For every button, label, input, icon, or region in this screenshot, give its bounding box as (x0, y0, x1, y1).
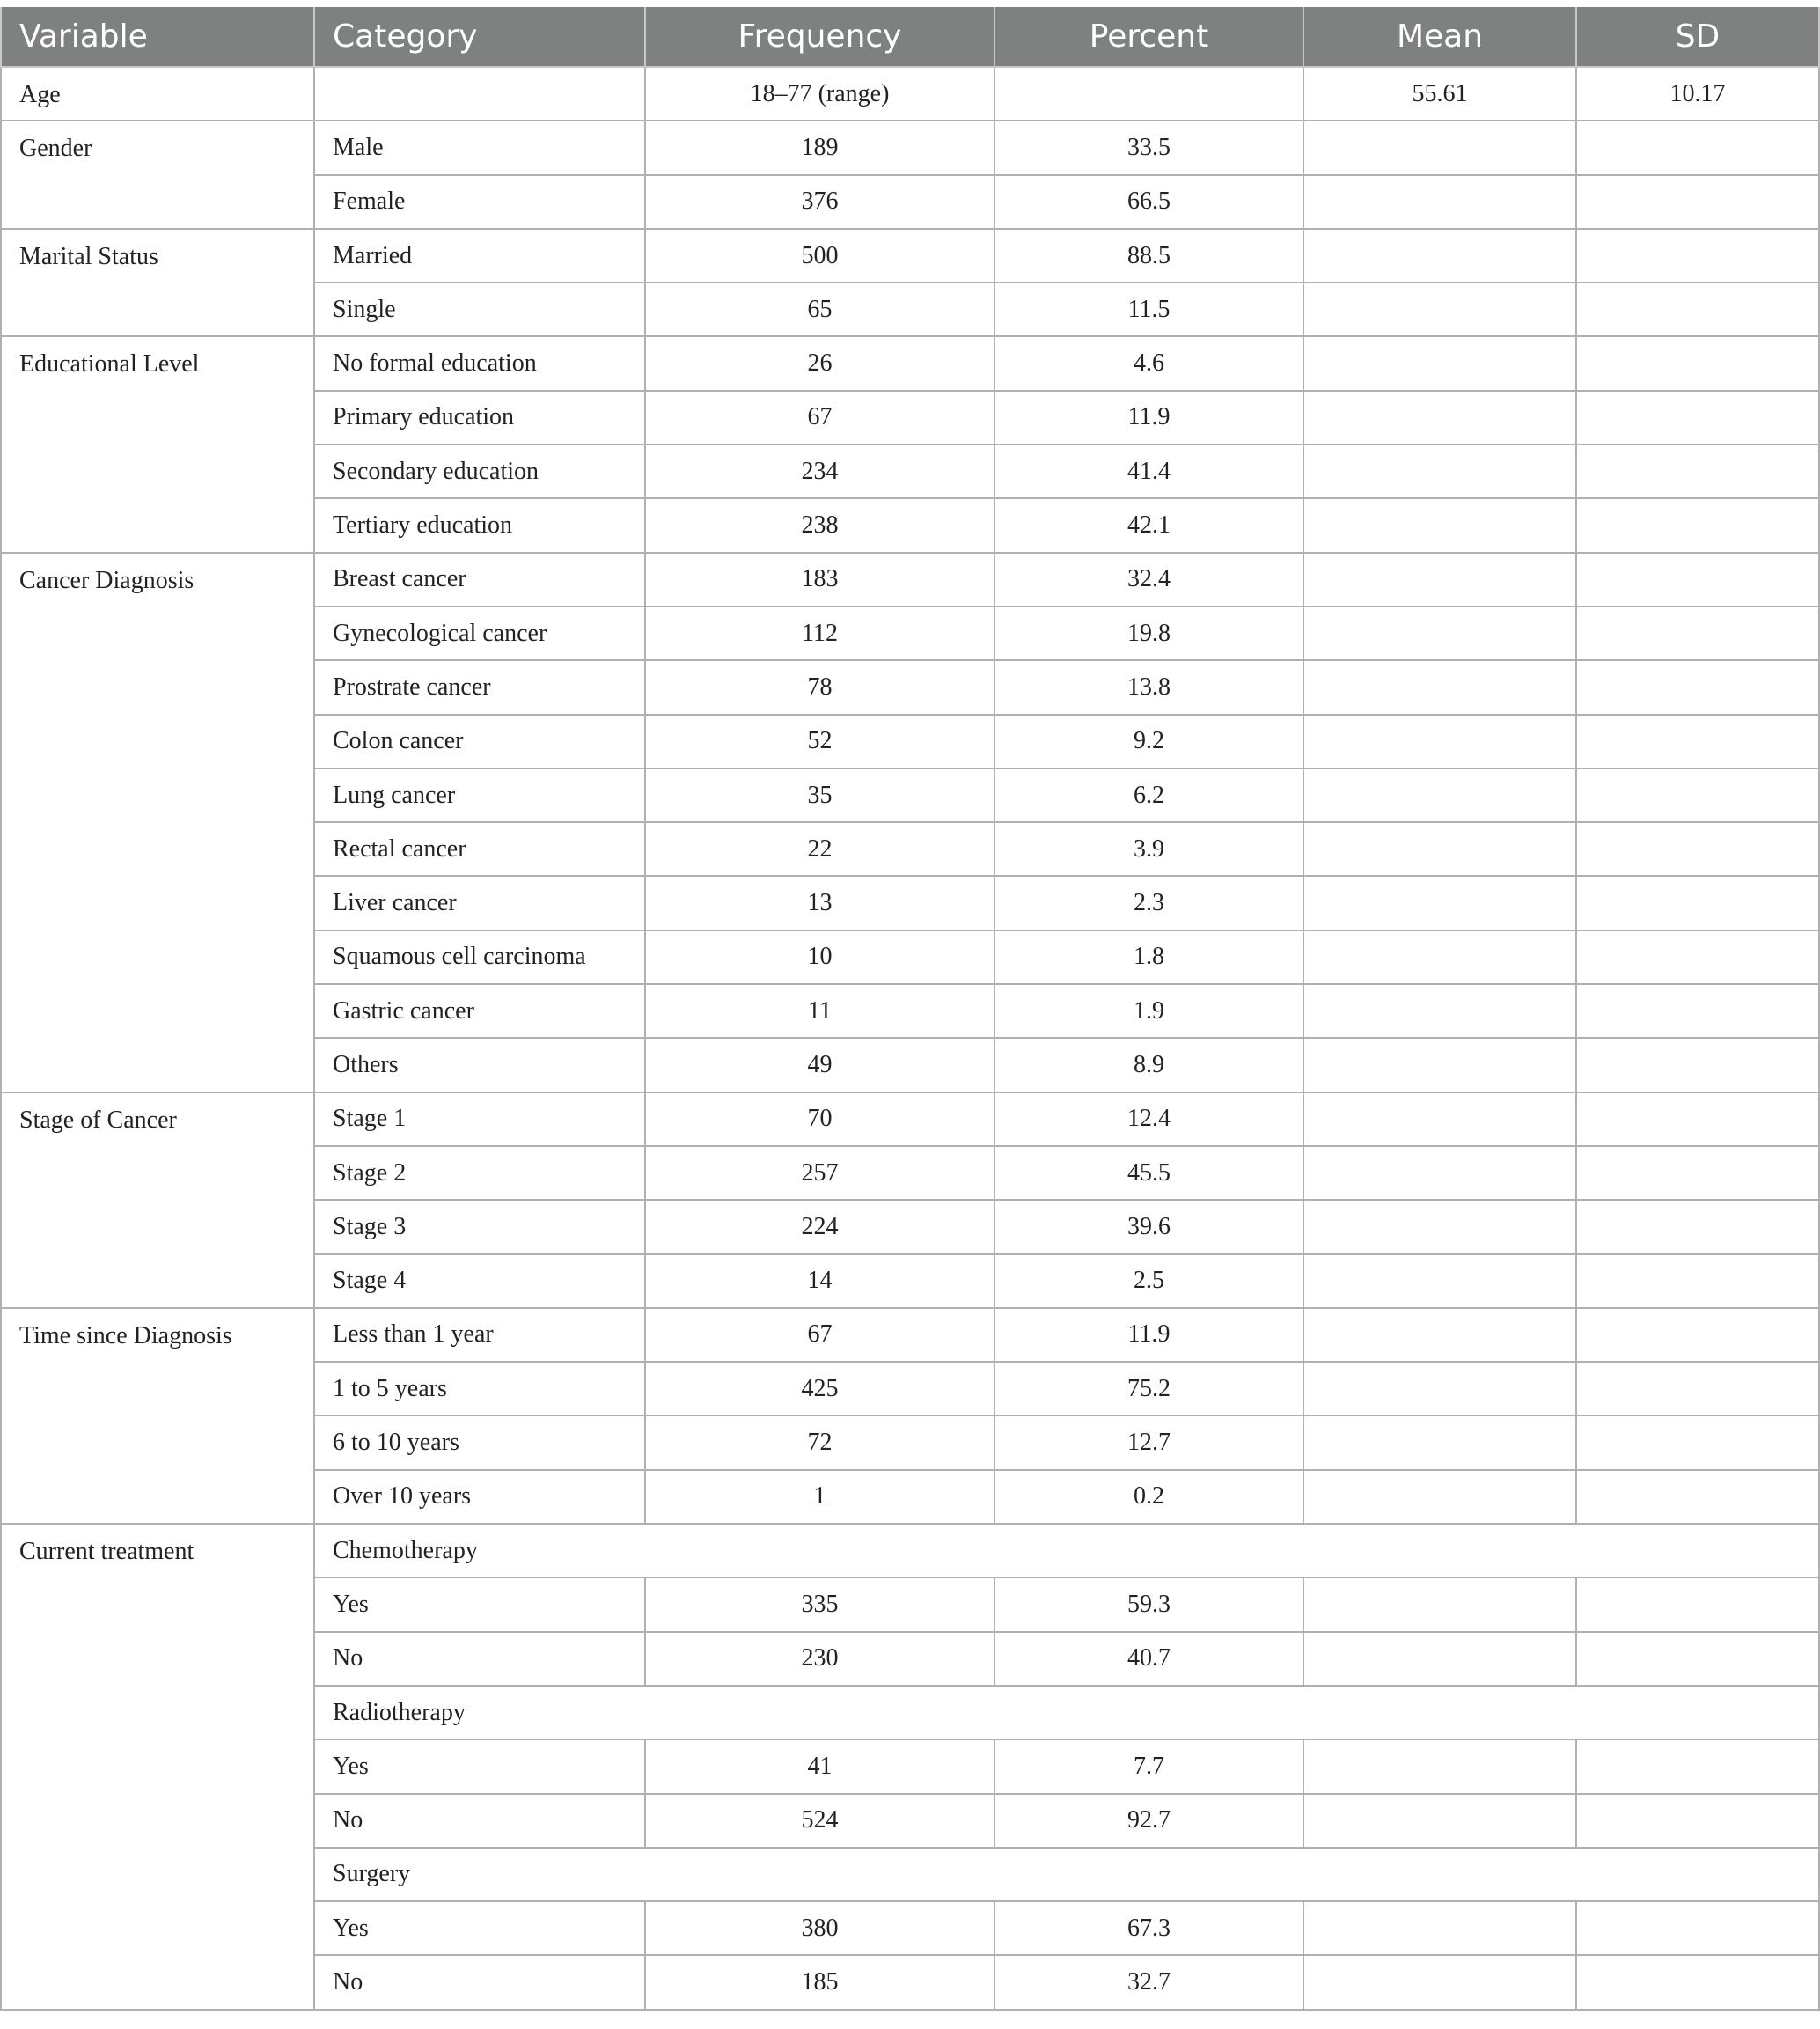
category-cell: Gynecological cancer (314, 606, 645, 660)
mean-cell (1303, 660, 1576, 714)
sd-cell (1576, 1362, 1819, 1415)
mean-cell (1303, 445, 1576, 498)
category-cell: Colon cancer (314, 715, 645, 768)
category-cell: Squamous cell carcinoma (314, 930, 645, 984)
mean-cell (1303, 553, 1576, 606)
category-cell: Over 10 years (314, 1470, 645, 1524)
variable-cell: Age (1, 67, 314, 121)
percent-cell: 92.7 (994, 1794, 1303, 1848)
category-cell: Stage 2 (314, 1146, 645, 1200)
frequency-cell: 376 (645, 175, 994, 229)
mean-cell (1303, 1362, 1576, 1415)
column-header-percent: Percent (994, 7, 1303, 67)
sd-cell (1576, 930, 1819, 984)
percent-cell: 1.9 (994, 984, 1303, 1038)
column-header-mean: Mean (1303, 7, 1576, 67)
sd-cell (1576, 1254, 1819, 1308)
frequency-cell: 41 (645, 1739, 994, 1793)
percent-cell: 8.9 (994, 1038, 1303, 1092)
percent-cell: 41.4 (994, 445, 1303, 498)
frequency-cell: 26 (645, 336, 994, 390)
percent-cell: 1.8 (994, 930, 1303, 984)
sd-cell (1576, 822, 1819, 876)
frequency-cell: 10 (645, 930, 994, 984)
header-row (1, 7, 1819, 67)
variable-cell: Gender (1, 121, 314, 229)
frequency-cell: 11 (645, 984, 994, 1038)
mean-cell (1303, 876, 1576, 930)
frequency-cell: 18–77 (range) (645, 67, 994, 121)
category-cell: Secondary education (314, 445, 645, 498)
mean-cell (1303, 606, 1576, 660)
frequency-cell: 1 (645, 1470, 994, 1524)
percent-cell: 2.5 (994, 1254, 1303, 1308)
mean-cell (1303, 391, 1576, 445)
percent-cell: 45.5 (994, 1146, 1303, 1200)
category-cell: Stage 3 (314, 1200, 645, 1253)
demographics-table (0, 7, 1820, 2011)
column-header-sd: SD (1576, 7, 1819, 67)
sd-cell (1576, 1470, 1819, 1524)
category-cell: Yes (314, 1901, 645, 1955)
table-row (1, 1092, 1819, 1146)
table-row (1, 229, 1819, 283)
mean-cell (1303, 1794, 1576, 1848)
sd-cell (1576, 1739, 1819, 1793)
variable-cell: Cancer Diagnosis (1, 553, 314, 1092)
sd-cell (1576, 1577, 1819, 1631)
mean-cell (1303, 1901, 1576, 1955)
subheading-cell: Surgery (314, 1848, 1819, 1901)
column-header-variable: Variable (1, 7, 314, 67)
frequency-cell: 380 (645, 1901, 994, 1955)
mean-cell (1303, 121, 1576, 174)
sd-cell (1576, 1794, 1819, 1848)
category-cell: Prostrate cancer (314, 660, 645, 714)
frequency-cell: 67 (645, 1308, 994, 1362)
table-row (1, 336, 1819, 390)
sd-cell (1576, 391, 1819, 445)
percent-cell: 3.9 (994, 822, 1303, 876)
category-cell: Female (314, 175, 645, 229)
percent-cell: 11.9 (994, 391, 1303, 445)
percent-cell: 75.2 (994, 1362, 1303, 1415)
mean-cell (1303, 283, 1576, 336)
frequency-cell: 70 (645, 1092, 994, 1146)
category-cell: Others (314, 1038, 645, 1092)
percent-cell: 4.6 (994, 336, 1303, 390)
percent-cell (994, 67, 1303, 121)
percent-cell: 59.3 (994, 1577, 1303, 1631)
sd-cell (1576, 229, 1819, 283)
frequency-cell: 234 (645, 445, 994, 498)
percent-cell: 11.5 (994, 283, 1303, 336)
mean-cell (1303, 930, 1576, 984)
column-header-category: Category (314, 7, 645, 67)
category-cell: 6 to 10 years (314, 1415, 645, 1469)
table-row (1, 1308, 1819, 1362)
category-cell: 1 to 5 years (314, 1362, 645, 1415)
mean-cell (1303, 715, 1576, 768)
category-cell: Single (314, 283, 645, 336)
percent-cell: 9.2 (994, 715, 1303, 768)
table-row (1, 1524, 1819, 1577)
mean-cell (1303, 1577, 1576, 1631)
frequency-cell: 67 (645, 391, 994, 445)
mean-cell (1303, 229, 1576, 283)
mean-cell (1303, 1200, 1576, 1253)
frequency-cell: 189 (645, 121, 994, 174)
variable-cell: Current treatment (1, 1524, 314, 2010)
mean-cell (1303, 1415, 1576, 1469)
percent-cell: 6.2 (994, 768, 1303, 822)
category-cell: Gastric cancer (314, 984, 645, 1038)
mean-cell (1303, 1739, 1576, 1793)
mean-cell: 55.61 (1303, 67, 1576, 121)
percent-cell: 88.5 (994, 229, 1303, 283)
frequency-cell: 52 (645, 715, 994, 768)
sd-cell (1576, 876, 1819, 930)
sd-cell: 10.17 (1576, 67, 1819, 121)
category-cell: No (314, 1632, 645, 1686)
subheading-cell: Chemotherapy (314, 1524, 1819, 1577)
sd-cell (1576, 121, 1819, 174)
frequency-cell: 524 (645, 1794, 994, 1848)
sd-cell (1576, 1901, 1819, 1955)
percent-cell: 12.7 (994, 1415, 1303, 1469)
table-row (1, 553, 1819, 606)
frequency-cell: 78 (645, 660, 994, 714)
variable-cell: Time since Diagnosis (1, 1308, 314, 1524)
category-cell: Yes (314, 1739, 645, 1793)
variable-cell: Stage of Cancer (1, 1092, 314, 1308)
sd-cell (1576, 606, 1819, 660)
subheading-cell: Radiotherapy (314, 1686, 1819, 1739)
frequency-cell: 238 (645, 498, 994, 552)
category-cell: Yes (314, 1577, 645, 1631)
mean-cell (1303, 822, 1576, 876)
sd-cell (1576, 768, 1819, 822)
sd-cell (1576, 175, 1819, 229)
frequency-cell: 35 (645, 768, 994, 822)
category-cell: Breast cancer (314, 553, 645, 606)
frequency-cell: 13 (645, 876, 994, 930)
variable-cell: Marital Status (1, 229, 314, 337)
sd-cell (1576, 1092, 1819, 1146)
frequency-cell: 335 (645, 1577, 994, 1631)
sd-cell (1576, 336, 1819, 390)
frequency-cell: 257 (645, 1146, 994, 1200)
category-cell (314, 67, 645, 121)
percent-cell: 42.1 (994, 498, 1303, 552)
sd-cell (1576, 498, 1819, 552)
percent-cell: 19.8 (994, 606, 1303, 660)
frequency-cell: 230 (645, 1632, 994, 1686)
mean-cell (1303, 1038, 1576, 1092)
category-cell: No (314, 1955, 645, 2009)
frequency-cell: 22 (645, 822, 994, 876)
percent-cell: 12.4 (994, 1092, 1303, 1146)
percent-cell: 2.3 (994, 876, 1303, 930)
sd-cell (1576, 1200, 1819, 1253)
sd-cell (1576, 553, 1819, 606)
sd-cell (1576, 1038, 1819, 1092)
mean-cell (1303, 336, 1576, 390)
percent-cell: 7.7 (994, 1739, 1303, 1793)
mean-cell (1303, 498, 1576, 552)
mean-cell (1303, 1146, 1576, 1200)
column-header-frequency: Frequency (645, 7, 994, 67)
category-cell: Married (314, 229, 645, 283)
mean-cell (1303, 1470, 1576, 1524)
frequency-cell: 425 (645, 1362, 994, 1415)
sd-cell (1576, 660, 1819, 714)
table-body (1, 67, 1819, 2010)
sd-cell (1576, 445, 1819, 498)
frequency-cell: 500 (645, 229, 994, 283)
percent-cell: 66.5 (994, 175, 1303, 229)
sd-cell (1576, 1146, 1819, 1200)
frequency-cell: 224 (645, 1200, 994, 1253)
percent-cell: 32.4 (994, 553, 1303, 606)
sd-cell (1576, 715, 1819, 768)
category-cell: No (314, 1794, 645, 1848)
frequency-cell: 185 (645, 1955, 994, 2009)
frequency-cell: 65 (645, 283, 994, 336)
category-cell: Stage 4 (314, 1254, 645, 1308)
variable-cell: Educational Level (1, 336, 314, 552)
sd-cell (1576, 984, 1819, 1038)
sd-cell (1576, 1955, 1819, 2009)
mean-cell (1303, 1254, 1576, 1308)
mean-cell (1303, 984, 1576, 1038)
sd-cell (1576, 1632, 1819, 1686)
category-cell: Stage 1 (314, 1092, 645, 1146)
category-cell: Rectal cancer (314, 822, 645, 876)
percent-cell: 33.5 (994, 121, 1303, 174)
mean-cell (1303, 1308, 1576, 1362)
percent-cell: 40.7 (994, 1632, 1303, 1686)
mean-cell (1303, 1632, 1576, 1686)
table-row (1, 121, 1819, 174)
mean-cell (1303, 1955, 1576, 2009)
frequency-cell: 72 (645, 1415, 994, 1469)
percent-cell: 67.3 (994, 1901, 1303, 1955)
frequency-cell: 49 (645, 1038, 994, 1092)
mean-cell (1303, 175, 1576, 229)
category-cell: No formal education (314, 336, 645, 390)
category-cell: Less than 1 year (314, 1308, 645, 1362)
category-cell: Tertiary education (314, 498, 645, 552)
frequency-cell: 14 (645, 1254, 994, 1308)
percent-cell: 32.7 (994, 1955, 1303, 2009)
frequency-cell: 112 (645, 606, 994, 660)
mean-cell (1303, 768, 1576, 822)
category-cell: Lung cancer (314, 768, 645, 822)
sd-cell (1576, 1308, 1819, 1362)
category-cell: Liver cancer (314, 876, 645, 930)
percent-cell: 39.6 (994, 1200, 1303, 1253)
sd-cell (1576, 283, 1819, 336)
category-cell: Primary education (314, 391, 645, 445)
percent-cell: 11.9 (994, 1308, 1303, 1362)
category-cell: Male (314, 121, 645, 174)
frequency-cell: 183 (645, 553, 994, 606)
mean-cell (1303, 1092, 1576, 1146)
percent-cell: 0.2 (994, 1470, 1303, 1524)
sd-cell (1576, 1415, 1819, 1469)
percent-cell: 13.8 (994, 660, 1303, 714)
table-row (1, 67, 1819, 121)
